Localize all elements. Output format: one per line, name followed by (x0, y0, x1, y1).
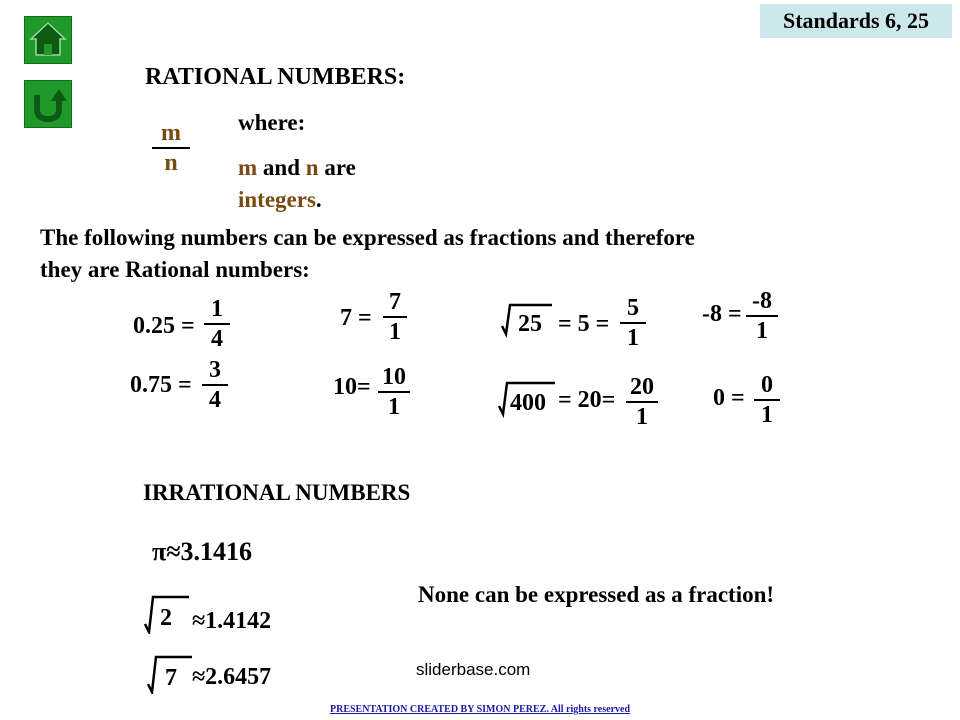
fraction-bar (202, 384, 228, 386)
fraction-bar (204, 323, 230, 325)
home-icon (25, 17, 71, 63)
example-7-fraction (383, 289, 407, 345)
example-025-lhs: 0.25 = (133, 313, 195, 339)
numerator: 0 (761, 372, 773, 398)
approx-symbol: ≈ (192, 664, 206, 690)
n-variable: n (164, 150, 178, 176)
example-075-fraction (202, 357, 228, 413)
none-fraction-note: None can be expressed as a fraction! (418, 582, 775, 607)
irrational-title: IRRATIONAL NUMBERS (143, 480, 411, 505)
example-10-fraction (378, 364, 410, 420)
example-neg8-lhs: -8 = (702, 301, 742, 327)
denominator: 1 (627, 325, 639, 351)
denominator: 1 (388, 394, 400, 420)
undo-arrow-icon (25, 81, 71, 127)
fraction-bar (152, 147, 190, 149)
approx-symbol: ≈ (192, 608, 206, 634)
denominator: 1 (389, 319, 401, 345)
denominator: 1 (756, 318, 768, 344)
fraction-bar (626, 401, 658, 403)
numerator: 1 (211, 296, 223, 322)
def-m: m (238, 155, 258, 180)
example-sqrt400-fraction (626, 374, 658, 430)
example-sqrt25-middle: = 5 = (558, 311, 610, 337)
fraction-bar (754, 399, 780, 401)
example-075-lhs: 0.75 = (130, 372, 192, 398)
def-integers: integers (238, 187, 316, 212)
numerator: -8 (752, 288, 772, 314)
sqrt-2-value: 1.4142 (205, 608, 272, 634)
home-button[interactable] (24, 16, 72, 64)
def-period: . (315, 187, 322, 212)
footer-credit[interactable]: PRESENTATION CREATED BY SIMON PEREZ. All rights reserved (329, 704, 631, 715)
back-button[interactable] (24, 80, 72, 128)
rational-definition (238, 152, 356, 216)
numerator: 20 (630, 374, 654, 400)
approx-symbol: ≈ (166, 537, 181, 566)
example-0-fraction (754, 372, 780, 428)
sqrt-25-radicand: 25 (518, 311, 542, 337)
example-neg8-fraction (746, 288, 778, 344)
sqrt-7-approximation (192, 663, 271, 691)
fraction-bar (620, 322, 646, 324)
sqrt-7-radicand: 7 (165, 665, 177, 691)
m-variable: m (161, 120, 181, 146)
standards-badge: Standards 6, 25 (760, 4, 952, 38)
watermark-text: sliderbase.com (416, 660, 531, 679)
fraction-bar (746, 315, 778, 317)
pi-approximation (152, 538, 252, 566)
denominator: 4 (211, 326, 223, 352)
def-are: are (318, 155, 356, 180)
where-label: where: (238, 110, 306, 135)
numerator: 10 (382, 364, 406, 390)
numerator: 3 (209, 357, 221, 383)
intro-text (40, 222, 695, 286)
sqrt-400-radicand: 400 (510, 390, 546, 416)
fraction-bar (378, 391, 410, 393)
denominator: 4 (209, 387, 221, 413)
rational-title: RATIONAL NUMBERS: (145, 64, 406, 90)
intro-line-1: The following numbers can be expressed as fractions and therefore (40, 225, 695, 250)
numerator: 7 (389, 289, 401, 315)
denominator: 1 (761, 402, 773, 428)
example-0-lhs: 0 = (713, 385, 745, 411)
numerator: 5 (627, 295, 639, 321)
pi-symbol: π (152, 537, 167, 566)
m-over-n-fraction (152, 120, 190, 176)
fraction-bar (383, 316, 407, 318)
def-n: n (305, 155, 319, 180)
example-10-lhs: 10= (333, 374, 371, 400)
intro-line-2: they are Rational numbers: (40, 257, 310, 282)
example-sqrt400-middle: = 20= (558, 387, 616, 413)
def-and: and (257, 155, 306, 180)
denominator: 1 (636, 404, 648, 430)
example-7-lhs: 7 = (340, 305, 372, 331)
sqrt-7-value: 2.6457 (205, 664, 272, 690)
example-025-fraction (204, 296, 230, 352)
sqrt-2-approximation (192, 607, 271, 635)
example-sqrt25-fraction (620, 295, 646, 351)
sqrt-2-radicand: 2 (160, 605, 172, 631)
pi-value: 3.1416 (180, 537, 253, 566)
